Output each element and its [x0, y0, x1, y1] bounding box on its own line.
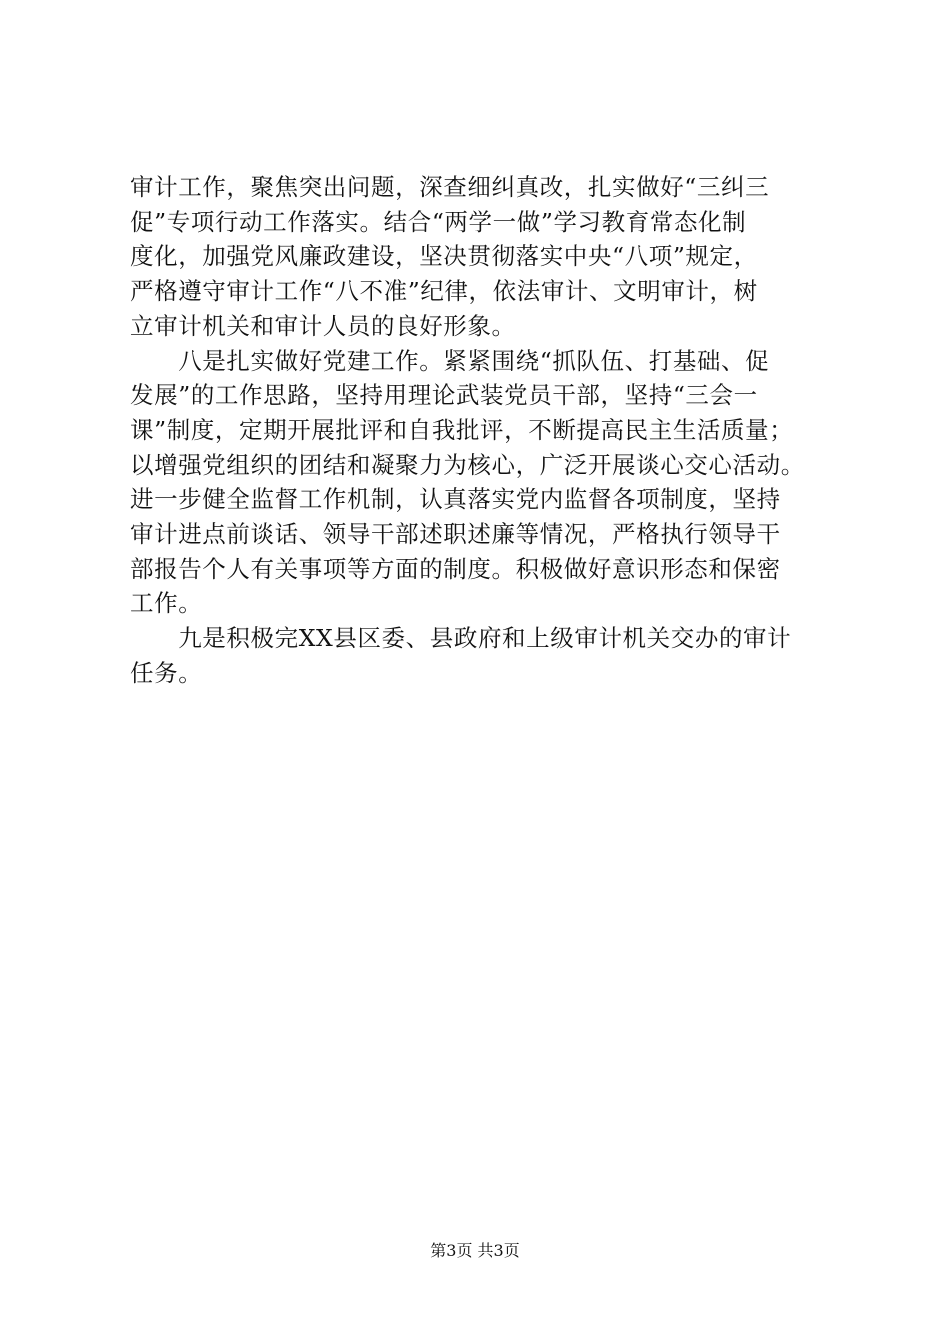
paragraph-1: [130, 170, 840, 344]
page-footer: [0, 1240, 950, 1262]
text-line: 以增强党组织的团结和凝聚力为核心，广泛开展谈心交心活动。: [130, 450, 805, 479]
text-line: 任务。: [130, 658, 203, 687]
text-line: 部报告个人有关事项等方面的制度。积极做好意识形态和保密: [130, 554, 781, 583]
text-line: 促”专项行动工作落实。结合“两学一做”学习教育常态化制: [130, 207, 747, 236]
text-line: 课”制度，定期开展批评和自我批评，不断提高民主生活质量；: [130, 415, 794, 444]
paragraph-3: [130, 621, 840, 690]
page-number-label: 第3页 共3页: [430, 1241, 520, 1260]
text-line: 发展”的工作思路，坚持用理论武装党员干部，坚持“三会一: [130, 381, 758, 410]
body-text: [130, 170, 840, 691]
text-line: 审计工作，聚焦突出问题，深查细纠真改，扎实做好“三纠三: [130, 173, 770, 201]
text-line: 审计进点前谈话、领导干部述职述廉等情况，严格执行领导干: [130, 520, 781, 549]
text-line: 八是扎实做好党建工作。紧紧围绕“抓队伍、打基础、促: [130, 346, 770, 375]
text-line: 度化，加强党风廉政建设，坚决贯彻落实中央“八项”规定，: [130, 242, 758, 271]
text-line: 工作。: [130, 589, 203, 618]
text-line: 九是积极完XX县区委、县政府和上级审计机关交办的审计: [130, 624, 792, 653]
text-line: 严格遵守审计工作“八不准”纪律，依法审计、文明审计，树: [130, 277, 758, 306]
text-line: 进一步健全监督工作机制，认真落实党内监督各项制度，坚持: [130, 485, 781, 514]
text-line: 立审计机关和审计人员的良好形象。: [130, 311, 516, 340]
paragraph-2: [130, 344, 840, 622]
